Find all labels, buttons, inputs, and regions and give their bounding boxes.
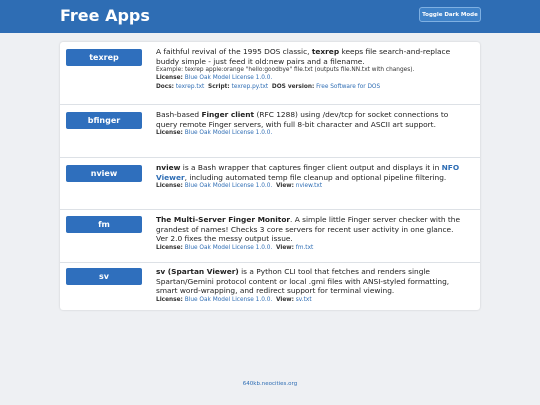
app-description-bfinger: Bash-based Finger client (RFC 1288) using /dev/tcp for socket connections to query remote Finger servers, with full 8-bit character and ASCII art support. License: Blue Oak Model License 1.0.0. [156,110,466,137]
view-link[interactable]: sv.txt [295,296,312,303]
app-meta-bfinger: License: Blue Oak Model License 1.0.0. [156,130,273,137]
app-row-fm [60,210,480,262]
app-button-nview[interactable]: nview [66,165,142,182]
script-link[interactable]: texrep.py.txt [231,83,269,90]
license-link[interactable]: Blue Oak Model License 1.0.0. [184,183,273,190]
header-bar [0,0,540,33]
apps-panel [60,42,480,310]
license-link[interactable]: Blue Oak Model License 1.0.0. [184,296,273,303]
license-link[interactable]: Blue Oak Model License 1.0.0. [184,244,273,251]
app-meta-texrep: License: Blue Oak Model License 1.0.0. [156,75,273,82]
app-button-fm[interactable]: fm [66,216,142,233]
docs-link[interactable]: texrep.txt [175,83,205,90]
app-row-nview [60,158,480,209]
license-link[interactable]: Blue Oak Model License 1.0.0. [184,130,273,137]
app-button-sv[interactable]: sv [66,268,142,285]
license-link[interactable]: Blue Oak Model License 1.0.0. [184,75,273,82]
app-row-sv [60,263,480,310]
app-links-texrep: Docs: texrep.txt Script: texrep.py.txt DOS version: Free Software for DOS [156,83,381,90]
app-button-bfinger[interactable]: bfinger [66,112,142,129]
app-description-fm: The Multi-Server Finger Monitor. A simple little Finger server checker with the grandest of names! Checks 3 core servers for recent user activity in one glance. Ver 2.0 fixes the messy output issue. License: Blue Oak Model License 1.0.0. View: fm.txt [156,215,466,252]
app-description-texrep: A faithful revival of the 1995 DOS classic, texrep keeps file search-and-replace buddy simple - just feed it old:new pairs and a filename. Example: texrep apple:orange "hello:goodbye" file.txt (outputs file.NN.txt with changes). License: Blue Oak Model License 1.0.0. Docs: texrep.txt Script: texrep.py.txt DOS version: Free Software for DOS [156,47,466,91]
app-description-sv: sv (Spartan Viewer) is a Python CLI tool that fetches and renders single Spartan/Gemini protocol content or local .gmi files with ANSI-styled formatting, smart word-wrapping, and redirect support for terminal viewing. License: Blue Oak Model License 1.0.0. View: sv.txt [156,267,466,304]
app-meta-nview: License: Blue Oak Model License 1.0.0. View: nview.txt [156,183,323,190]
dos-version-link[interactable]: Free Software for DOS [316,83,381,90]
app-meta-fm: License: Blue Oak Model License 1.0.0. View: fm.txt [156,244,314,251]
nfo-viewer-link[interactable]: NFO Viewer [156,163,460,182]
app-row-texrep [60,42,480,104]
view-link[interactable]: fm.txt [295,244,314,251]
toggle-dark-mode-button[interactable]: Toggle Dark Mode [419,7,481,22]
view-link[interactable]: nview.txt [295,183,323,190]
footer-site-link[interactable]: 640kb.neocities.org [242,381,298,387]
app-meta-sv: License: Blue Oak Model License 1.0.0. View: sv.txt [156,296,312,303]
page-title: Free Apps [60,6,150,25]
app-description-nview: nview is a Bash wrapper that captures finger client output and displays it in NFO Viewer, including automated temp file cleanup and optional pipeline filtering. License: Blue Oak Model License 1.0.0. View: nview.txt [156,163,466,190]
app-example-texrep: Example: texrep apple:orange "hello:goodbye" file.txt (outputs file.NN.txt with changes). [156,67,415,74]
app-button-texrep[interactable]: texrep [66,49,142,66]
app-row-bfinger [60,105,480,157]
